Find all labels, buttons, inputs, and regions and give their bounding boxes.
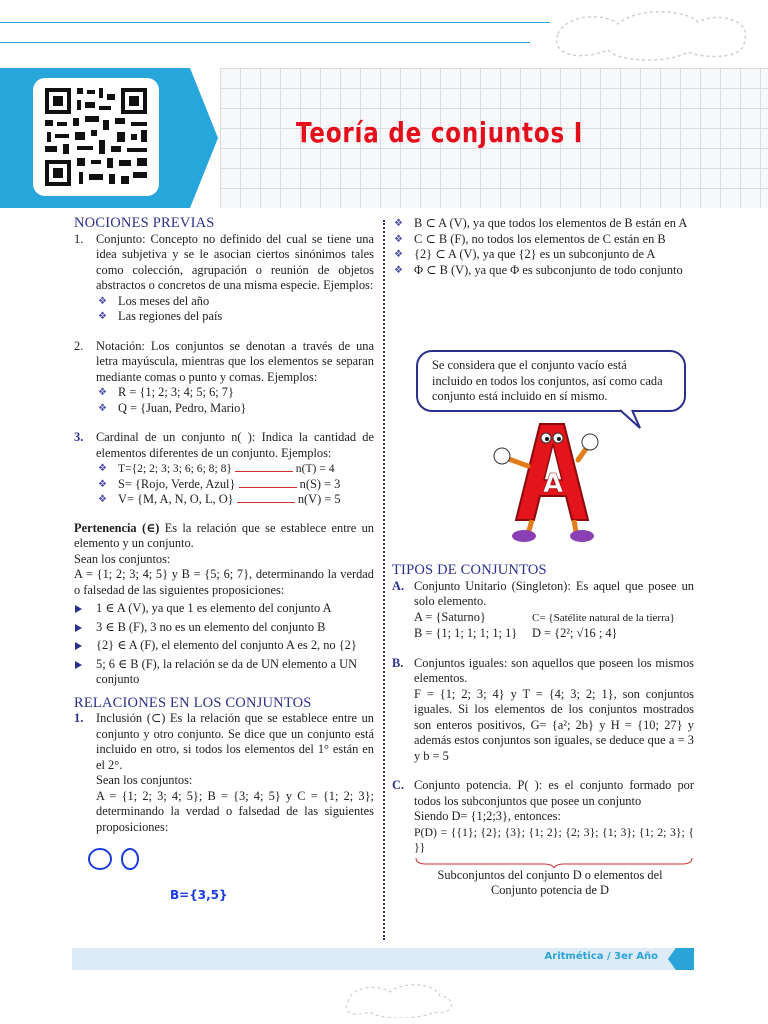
top-rule [0,42,530,43]
item-number: 3. [74,430,84,444]
top-rule [0,22,550,23]
bullet-item: ❖ Los meses del año [96,294,374,310]
paragraph: A = {1; 2; 3; 4; 5}; B = {3; 4; 5} y C = {1; 2; 3}; determinando la verdad o falsedad de las siguientes proposiciones: [96,788,374,834]
proposition: 3 ∈ B (F), 3 no es un elemento del conjunto B [74,620,374,636]
example-line [414,626,694,642]
bullet-item: ❖ Las regiones del país [96,309,374,325]
section-heading: RELACIONES EN LOS CONJUNTOS [74,694,312,711]
bullet-item: ❖ B ⊂ A (V), ya que todos los elementos de B están en A [392,216,694,232]
handwritten-note: B={3,5} [170,888,228,902]
footer-bar [72,948,692,970]
cloud-decoration [340,978,460,1018]
example: D = {2²; √16 ; 4} [532,626,618,640]
list-item [74,711,374,773]
section-heading: NOCIONES PREVIAS [74,215,215,231]
bullet-item [96,492,374,508]
cloud-decoration [548,4,758,64]
section-heading: TIPOS DE CONJUNTOS [392,562,547,578]
bullet-item: ❖ {2} ⊂ A (V), ya que {2} es un subconjunto de A [392,247,694,263]
answer-line [237,492,295,503]
column-divider [383,220,385,940]
item-number: 1. [74,231,84,246]
example: A = {Saturno} [414,609,486,624]
bullet-item: ❖ Φ ⊂ B (V), ya que Φ es subconjunto de todo conjunto [392,263,694,279]
item-number: C. [392,778,405,792]
set-definition: T={2; 2; 3; 3; 6; 6; 8; 8} [118,462,232,475]
cardinal: n(S) = 3 [299,476,341,491]
item-number: A. [392,578,405,593]
bubble-tail [618,408,648,432]
bullet-item [96,477,374,493]
cardinal: n(T) = 4 [295,462,335,475]
bullet-item [96,461,374,477]
answer-line [239,477,297,488]
set-definition: V= {M, A, N, O, L, O} [118,492,234,506]
mascot-a-icon [488,416,608,546]
item-text: Conjunto Unitario (Singleton): Es aquel que posee un solo elemento. [414,578,694,608]
item-text: Cardinal de un conjunto n( ): Indica la cantidad de elementos diferentes de un conjunto. Ejemplos: [96,430,374,460]
list-item [74,339,374,386]
list-item [392,656,694,687]
item-text: Conjuntos iguales: son aquellos que poseen los mismos elementos. [414,655,694,685]
bullet-item: ❖ R = {1; 2; 3; 4; 5; 6; 7} [96,385,374,401]
example: C= {Satélite natural de la tierra} [532,611,675,624]
footer-label: Aritmética / 3er Año [544,951,658,962]
list-item [392,778,694,809]
qr-code[interactable] [33,78,159,196]
brace-underline [414,856,694,868]
bullet-item: ❖ C ⊂ B (F), no todos los elementos de C están en B [392,232,694,248]
item-text: Inclusión (⊂) Es la relación que se establece entre un conjunto y otro conjunto. Se dice que un conjunto está incluido en otro, si todos los elementos del 1° están en el 2°. [96,711,374,772]
item-text: Conjunto: Concepto no definido del cual se tiene una idea subjetiva y se le asocian ciertos sinónimos tales como colección, agrupación o reunión de objetos abstractos o concretos de una misma especie. Ejemplos: [96,231,374,292]
definition: Es la relación que se establece entre un elemento y un conjunto. [74,520,375,550]
proposition: {2} ∈ A (F), el elemento del conjunto A es 2, no {2} [74,638,374,654]
answer-line [235,461,293,472]
item-text: Conjunto potencia. P( ): es el conjunto formado por todos los subconjuntos que posee un conjunto [414,778,694,808]
proposition: 1 ∈ A (V), ya que 1 es elemento del conjunto A [74,601,374,617]
right-column-lower [392,563,694,899]
example: B = {1; 1; 1; 1; 1; 1} [414,626,518,640]
list-item [74,430,374,461]
item-text: Notación: Los conjuntos se denotan a través de una letra mayúscula, mientras que los elementos se separan mediante comas o punto y comas. Ejemplos: [96,338,374,384]
power-set-line: P(D) = {{1}; {2}; {3}; {1; 2}; {2; 3}; {1; 3}; {1; 2; 3}; { }} [414,824,694,854]
paragraph: Siendo D= {1;2;3}, entonces: [414,809,561,823]
list-item [392,579,694,610]
pertenencia-paragraph [74,521,374,552]
term: Pertenencia (∈) [74,520,160,535]
item-number: 1. [74,711,84,725]
item-number: B. [392,655,404,670]
proposition: 5; 6 ∈ B (F), la relación se da de UN elemento a UN conjunto [74,657,374,688]
paragraph: Sean los conjuntos: [96,773,193,787]
set-definition: S= {Rojo, Verde, Azul} [118,476,236,491]
list-item [74,232,374,294]
cardinal: n(V) = 5 [297,492,341,506]
paragraph: Sean los conjuntos: [74,551,171,566]
mascot-letter: A [543,469,564,499]
paragraph: F = {1; 2; 3; 4} y T = {4; 3; 2; 1}, son conjuntos iguales. Si los elementos de los conjuntos mostrados son enteros positivos, G= {a²; 2b} y H = {10; 27} y además estos conjuntos son iguales, se deduce que a = 3 y b = 5 [414,686,694,763]
paragraph: A = {1; 2; 3; 4; 5} y B = {5; 6; 7}, determinando la verdad o falsedad de las siguientes proposiciones: [74,567,374,597]
handwritten-circle [86,846,146,872]
example-line [414,610,694,627]
bullet-item: ❖ Q = {Juan, Pedro, Mario} [96,401,374,417]
speech-bubble: Se considera que el conjunto vacío está incluido en todos los conjuntos, así como cada conjunto está incluido en sí mismo. [416,350,686,412]
right-column [392,216,694,278]
item-number: 2. [74,338,84,353]
left-column [74,216,374,835]
caption: Subconjuntos del conjunto D o elementos del Conjunto potencia de D [437,867,663,897]
page-title: Teoría de conjuntos I [296,116,584,149]
